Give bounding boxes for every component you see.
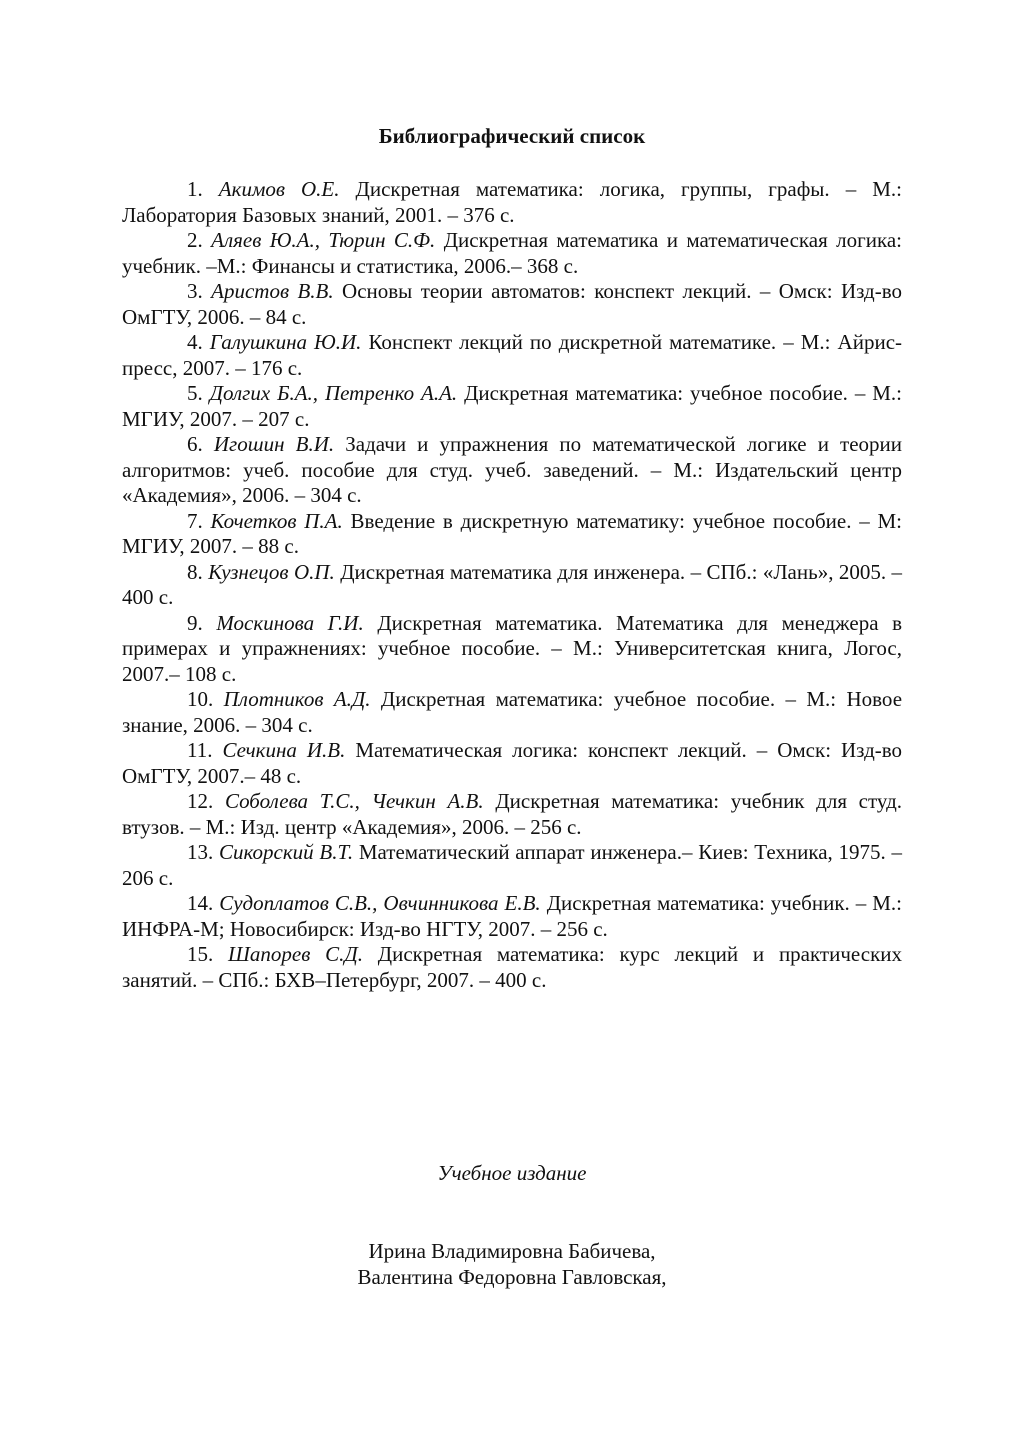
bibliography-entry bbox=[122, 738, 902, 789]
entry-text: Основы теории автоматов: конспект лекций. – Омск: Изд-во ОмГТУ, 2006. – 84 с. bbox=[122, 279, 903, 329]
bibliography-entry bbox=[122, 177, 902, 228]
bibliography-entry bbox=[122, 789, 902, 840]
bibliography-entry bbox=[122, 611, 902, 688]
entry-number: 1. bbox=[187, 177, 203, 201]
bibliography-entry bbox=[122, 942, 902, 993]
entry-number: 4. bbox=[187, 330, 203, 354]
entry-author: Соболева Т.С., Чечкин А.В. bbox=[224, 789, 484, 813]
entry-author: Кочетков П.А. bbox=[210, 508, 343, 533]
entry-number: 3. bbox=[187, 279, 203, 303]
entry-number: 14. bbox=[187, 891, 214, 915]
author-name: Ирина Владимировна Бабичева, bbox=[368, 1239, 656, 1263]
entry-text: Математический аппарат инженера.– Киев: Техника, 1975. – 206 с. bbox=[122, 840, 903, 890]
bibliography-entry bbox=[122, 687, 902, 738]
entry-author: Игошин В.И. bbox=[213, 432, 335, 456]
entry-text: Дискретная математика: учебник. – М.: ИНФРА-М; Новосибирск: Изд-во НГТУ, 2007. – 256 с. bbox=[122, 891, 903, 941]
entry-text: Дискретная математика: курс лекций и практических занятий. – СПб.: БХВ–Петербург, 2007. – 400 с. bbox=[122, 942, 903, 992]
entry-text: Конспект лекций по дискретной математике. – М.: Айрис-пресс, 2007. – 176 с. bbox=[122, 330, 903, 380]
bibliography-entry bbox=[122, 891, 902, 942]
entry-author: Судоплатов С.В., Овчинникова Е.В. bbox=[219, 891, 541, 915]
entry-author: Галушкина Ю.И. bbox=[209, 330, 362, 354]
entry-text: Дискретная математика: учебное пособие. – М.: МГИУ, 2007. – 207 с. bbox=[122, 381, 903, 431]
entry-author: Москинова Г.И. bbox=[216, 610, 364, 635]
bibliography-entry bbox=[122, 840, 902, 891]
bibliography-entry bbox=[122, 279, 902, 330]
bibliography-entry bbox=[122, 509, 902, 560]
entry-author: Аляев Ю.А., Тюрин С.Ф. bbox=[211, 228, 436, 252]
entry-text: Дискретная математика и математическая логика: учебник. –М.: Финансы и статистика, 2006.– 368 с. bbox=[122, 228, 903, 278]
entry-text: Математическая логика: конспект лекций. – Омск: Изд-во ОмГТУ, 2007.– 48 с. bbox=[122, 738, 903, 788]
bibliography-entry bbox=[122, 330, 902, 381]
entry-author: Долгих Б.А., Петренко А.А. bbox=[209, 381, 458, 405]
bibliography-list bbox=[122, 177, 902, 993]
entry-text: Дискретная математика для инженера. – СПб.: «Лань», 2005. – 400 с. bbox=[122, 559, 903, 609]
author-names bbox=[0, 1238, 1024, 1290]
bibliography-entry bbox=[122, 432, 902, 509]
entry-text: Дискретная математика: учебное пособие. – М.: Новое знание, 2006. – 304 с. bbox=[122, 687, 903, 737]
entry-number: 5. bbox=[187, 381, 203, 405]
entry-author: Шапорев С.Д. bbox=[228, 942, 364, 966]
entry-number: 8. bbox=[187, 559, 203, 584]
entry-number: 11. bbox=[187, 738, 213, 762]
entry-number: 6. bbox=[187, 432, 203, 456]
entry-text: Дискретная математика: логика, группы, графы. – М.: Лаборатория Базовых знаний, 2001. – 376 с. bbox=[122, 177, 903, 227]
entry-number: 9. bbox=[187, 610, 203, 635]
entry-text: Введение в дискретную математику: учебное пособие. – М: МГИУ, 2007. – 88 с. bbox=[122, 508, 902, 558]
entry-author: Сикорский В.Т. bbox=[219, 840, 354, 864]
edition-label: Учебное издание bbox=[437, 1161, 587, 1185]
author-name: Валентина Федоровна Гавловская, bbox=[357, 1265, 667, 1289]
page-title: Библиографический список bbox=[378, 124, 646, 148]
entry-number: 2. bbox=[187, 228, 203, 252]
entry-author: Аристов В.В. bbox=[211, 279, 334, 303]
entry-number: 10. bbox=[187, 687, 214, 711]
entry-author: Кузнецов О.П. bbox=[208, 559, 335, 584]
entry-number: 15. bbox=[187, 942, 214, 966]
entry-author: Акимов О.Е. bbox=[218, 177, 340, 201]
entry-text: Дискретная математика: учебник для студ. втузов. – М.: Изд. центр «Академия», 2006. – 256 с. bbox=[122, 789, 903, 839]
entry-author: Плотников А.Д. bbox=[223, 687, 371, 711]
entry-author: Сечкина И.В. bbox=[222, 738, 346, 762]
entry-text: Дискретная математика. Математика для менеджера в примерах и упражнениях: учебное пособие. – М.: Университетская книга, Логос, 2007.– 108 с. bbox=[122, 610, 903, 686]
bibliography-entry bbox=[122, 381, 902, 432]
entry-number: 12. bbox=[187, 789, 214, 813]
entry-text: Задачи и упражнения по математической логике и теории алгоритмов: учеб. пособие для студ. учеб. заведений. – М.: Издательский центр «Академия», 2006. – 304 с. bbox=[122, 432, 903, 507]
entry-number: 13. bbox=[187, 840, 214, 864]
entry-number: 7. bbox=[187, 508, 203, 533]
bibliography-entry bbox=[122, 228, 902, 279]
bibliography-entry bbox=[122, 560, 902, 611]
